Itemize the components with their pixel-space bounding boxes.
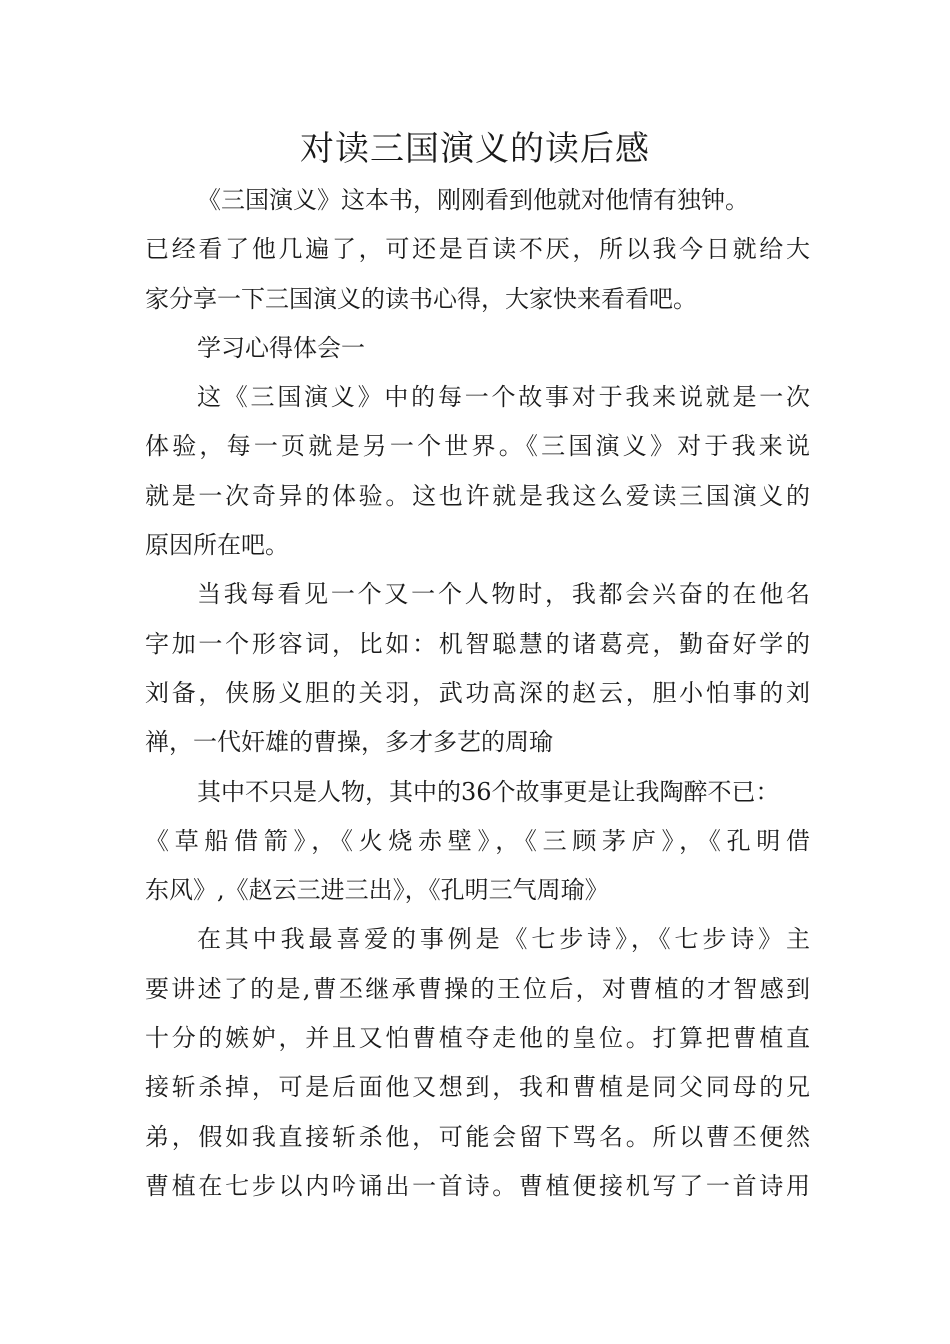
text-line: 《三国演义》这本书，刚刚看到他就对他情有独钟。 [197, 186, 749, 214]
text-line: 家分享一下三国演义的读书心得，大家快来看看吧。 [145, 284, 697, 313]
text-line: 弟，假如我直接斩杀他，可能会留下骂名。所以曹丕便然 [145, 1122, 810, 1151]
text-line: 当我每看见一个又一个人物时，我都会兴奋的在他名 [197, 580, 810, 609]
text-line: 已经看了他几遍了，可还是百读不厌，所以我今日就给大 [145, 235, 810, 264]
text-line: 原因所在吧。 [145, 531, 289, 560]
text-line: 字加一个形容词，比如：机智聪慧的诸葛亮，勤奋好学的 [145, 629, 810, 658]
text-line: 东风》,《赵云三进三出》，《孔明三气周瑜》 [145, 876, 609, 905]
text-line: 其中不只是人物，其中的36个故事更是让我陶醉不已： [197, 777, 780, 806]
text-line: 在其中我最喜爱的事例是《七步诗》，《七步诗》主 [197, 925, 810, 954]
document-body [145, 176, 810, 1211]
text-line: 这《三国演义》中的每一个故事对于我来说就是一次 [197, 383, 810, 412]
text-line: 曹植在七步以内吟诵出一首诗。曹植便接机写了一首诗用 [145, 1171, 810, 1200]
text-line: 就是一次奇异的体验。这也许就是我这么爱读三国演义的 [145, 481, 810, 510]
text-line: 接斩杀掉，可是后面他又想到，我和曹植是同父同母的兄 [145, 1073, 810, 1102]
text-line: 禅，一代奸雄的曹操，多才多艺的周瑜 [145, 728, 553, 757]
text-line: 体验，每一页就是另一个世界。《三国演义》对于我来说 [145, 432, 810, 461]
text-line: 刘备，侠肠义胆的关羽，武功高深的赵云，胆小怕事的刘 [145, 678, 810, 707]
text-line: 十分的嫉妒，并且又怕曹植夺走他的皇位。打算把曹植直 [145, 1024, 810, 1053]
document-title: 对读三国演义的读后感 [300, 129, 650, 169]
text-line: 要讲述了的是,曹丕继承曹操的王位后，对曹植的才智感到 [145, 974, 810, 1003]
section-heading: 学习心得体会一 [197, 333, 365, 362]
text-line: 《草船借箭》，《火烧赤壁》，《三顾茅庐》，《孔明借 [145, 826, 810, 855]
